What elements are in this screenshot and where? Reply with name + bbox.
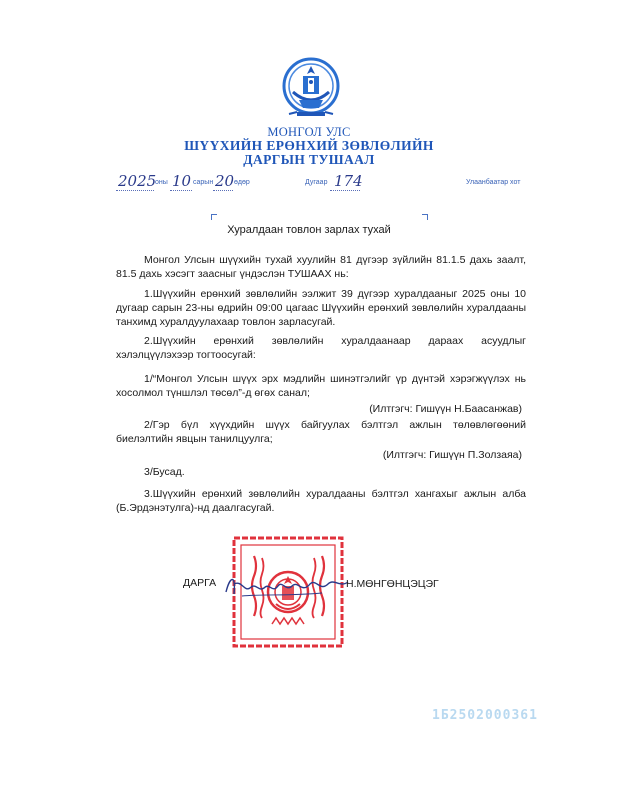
subject-title: Хуралдаан товлон зарлах тухай — [227, 224, 391, 236]
paragraph-3: 3.Шүүхийн ерөнхий зөвлөлийн хуралдааны бэлтгэл хангахыг ажлын алба (Б.Эрдэнэтулга)-нд даалгасугай. — [116, 488, 526, 514]
signatory-name: Н.МӨНГӨНЦЭЦЭГ — [346, 578, 439, 590]
date-year: 2025 — [118, 172, 157, 190]
date-day: 20 — [215, 172, 235, 190]
document-number: 174 — [334, 172, 363, 190]
header-order-title: ДАРГЫН ТУШААЛ — [243, 152, 375, 167]
month-label: сарын — [193, 179, 214, 186]
date-month: 10 — [172, 172, 192, 190]
paragraph-2: 2.Шүүхийн ерөнхий зөвлөлийн хуралдаанаар дараах асуудлыг хэлэлцүүлэхээр тогтоосугай: — [116, 335, 526, 361]
header-country: МОНГОЛ УЛС — [267, 125, 351, 139]
state-emblem-icon — [279, 56, 343, 122]
handwritten-signature-icon — [222, 570, 352, 600]
number-underline — [330, 190, 360, 191]
subject-corner-right — [422, 214, 428, 220]
agenda-item-1-presenter: (Илтгэгч: Гишүүн Н.Баасанжав) — [369, 403, 522, 415]
agenda-item-1: 1/“Монгол Улсын шүүх эрх мэдлийн шинэтгэлийг үр дүнтэй хэрэгжүүлэх нь хосолмол түншлэл төсөл”-д өгөх санал; — [116, 373, 526, 399]
serial-number: 1Б2502000361 — [432, 708, 538, 723]
agenda-item-3: 3/Бусад. — [144, 466, 185, 478]
signatory-role: ДАРГА — [183, 577, 217, 589]
month-underline — [170, 190, 192, 191]
header-council: ШҮҮХИЙН ЕРӨНХИЙ ЗӨВЛӨЛИЙН — [184, 138, 434, 153]
agenda-item-2-presenter: (Илтгэгч: Гишүүн П.Золзаяа) — [382, 449, 522, 461]
number-label: Дугаар — [305, 179, 328, 186]
agenda-item-2: 2/Гэр бүл хүүхдийн шүүх байгуулах бэлтгэл ажлын төлөвлөгөөний биелэлтийн явцын танилцуулга; — [116, 419, 526, 445]
subject-corner-left — [211, 214, 217, 220]
city-label: Улаанбаатар хот — [466, 179, 521, 186]
paragraph-1: 1.Шүүхийн ерөнхий зөвлөлийн ээлжит 39 дүгээр хуралдааныг 2025 оны 10 дугаар сарын 23-ны өдрийн 09:00 цагаас Шүүхийн ерөнхий зөвлөлийн хуралдааны танхимд хуралдуулахаар товлон зарласугай. — [116, 288, 526, 328]
year-label: оны — [155, 179, 168, 186]
day-label: өдөр — [234, 179, 250, 186]
year-underline — [116, 190, 154, 191]
intro-paragraph: Монгол Улсын шүүхийн тухай хуулийн 81 дүгээр зүйлийн 81.1.5 дахь заалт, 81.5 дахь хэсэгт заасныг үндэслэн ТУШААХ нь: — [116, 254, 526, 280]
day-underline — [213, 190, 233, 191]
